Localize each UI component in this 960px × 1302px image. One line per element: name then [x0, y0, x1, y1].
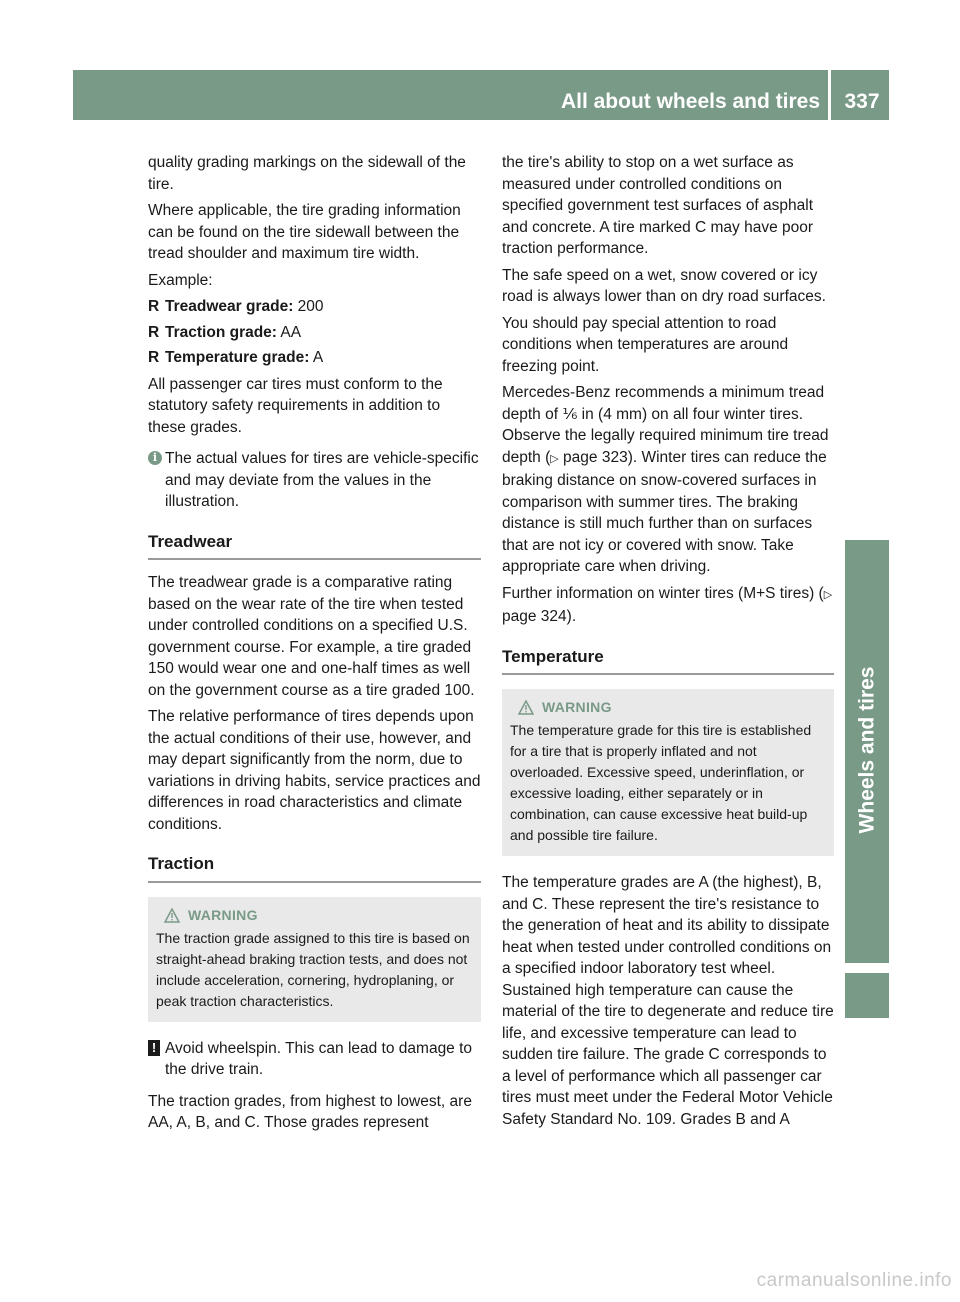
warning-title: WARNING [542, 699, 612, 715]
paragraph: The temperature grades are A (the highest), B, and C. These represent the tire's resistance to the generation of heat and its ability to dissipate heat when tested under controlled conditions on a specified indoor laboratory test wheel. Sustained high temperature can cause the material of the tire to degenerate and reduce tire life, and excessive temperature can lead to sudden tire failure. The grade C corresponds to a level of performance which all passenger car tires must meet under the Federal Motor Vehicle Safety Standard No. 109. Grades B and A [502, 874, 834, 1128]
info-icon: i [148, 451, 162, 465]
list-item: R Treadwear grade: 200 [148, 298, 324, 315]
heading-treadwear: Treadwear [148, 531, 481, 561]
paragraph: All passenger car tires must conform to the statutory safety requirements in addition to these grades. [148, 375, 443, 436]
paragraph: The treadwear grade is a comparative rating based on the wear rate of the tire when tested under controlled conditions on a specified U.S. government course. For example, a tire graded 150 would wear one and one-half times as well on the government course as a tire graded 100. [148, 574, 475, 699]
right-column [502, 152, 834, 1135]
exclamation-icon: ! [148, 1040, 160, 1056]
paragraph: quality grading markings on the sidewall of the tire. [148, 154, 466, 193]
left-column [148, 152, 481, 1139]
paragraph: Where applicable, the tire grading information can be found on the tire sidewall between the tread shoulder and maximum tire width. [148, 202, 461, 262]
page-number: 337 [844, 90, 880, 113]
grade-list [148, 296, 481, 369]
paragraph: The relative performance of tires depends upon the actual conditions of their use, however, and may depart significantly from the norm, due to variations in driving habits, service practices and differences in road characteristics and climate conditions. [148, 708, 481, 833]
warning-triangle-icon [164, 908, 180, 923]
page-ref-arrow-icon: ▷ [550, 452, 559, 465]
heading-temperature: Temperature [502, 646, 834, 676]
section-title: All about wheels and tires [560, 90, 820, 113]
warning-box [502, 689, 834, 856]
paragraph: The traction grades, from highest to lowest, are AA, A, B, and C. Those grades represent [148, 1092, 472, 1131]
paragraph: Example: [148, 271, 213, 289]
page-ref-arrow-icon: ▷ [823, 588, 833, 601]
paragraph: the tire's ability to stop on a wet surface as measured under controlled conditions on specified government test surfaces of asphalt and concrete. A tire marked C may have poor traction performance. [502, 154, 814, 257]
warning-text: The temperature grade for this tire is established for a tire that is properly inflated and not overloaded. Excessive speed, underinflation, or excessive loading, either separately or in combination, can cause excessive heat build-up and possible tire failure. [510, 722, 812, 843]
paragraph: Further information on winter tires (M+S tires) (▷ page 324). [502, 584, 833, 625]
watermark: carmanualsonline.info [756, 1270, 952, 1291]
warning-box [148, 897, 481, 1022]
page-ref-link[interactable]: page 324 [502, 608, 567, 625]
paragraph: You should pay special attention to road conditions when temperatures are around freezing point. [502, 314, 789, 375]
heading-traction: Traction [148, 853, 481, 883]
page-ref-link[interactable]: page 323 [563, 448, 628, 466]
warning-text: The traction grade assigned to this tire is based on straight-ahead braking traction tests, and does not include acceleration, cornering, hydroplaning, or peak traction characteristics. [156, 929, 470, 1009]
header-divider [828, 70, 831, 120]
side-tab-marker [845, 975, 889, 1018]
warning-title: WARNING [188, 906, 258, 923]
warning-triangle-icon [518, 700, 534, 715]
info-note: i The actual values for tires are vehicle-specific and may deviate from the values in the illustration. [148, 448, 481, 513]
side-tab-gap [845, 963, 889, 973]
paragraph: The safe speed on a wet, snow covered or icy road is always lower than on dry road surfaces. [502, 266, 826, 305]
list-item: R Temperature grade: A [148, 349, 324, 366]
side-tab-label: Wheels and tires [855, 666, 879, 834]
paragraph: Mercedes-Benz recommends a minimum tread depth of ⅙ in (4 mm) on all four winter tires. Observe the legally required minimum tire tread depth (▷ page 323). Winter tires can reduce the braking distance on snow-covered surfaces in comparison with summer tires. The braking distance is still much further than on surfaces that are not icy or covered with snow. Take appropriate care when driving. [502, 384, 829, 575]
caution-note: ! Avoid wheelspin. This can lead to damage to the drive train. [148, 1038, 481, 1081]
list-item: R Traction grade: AA [148, 323, 302, 341]
